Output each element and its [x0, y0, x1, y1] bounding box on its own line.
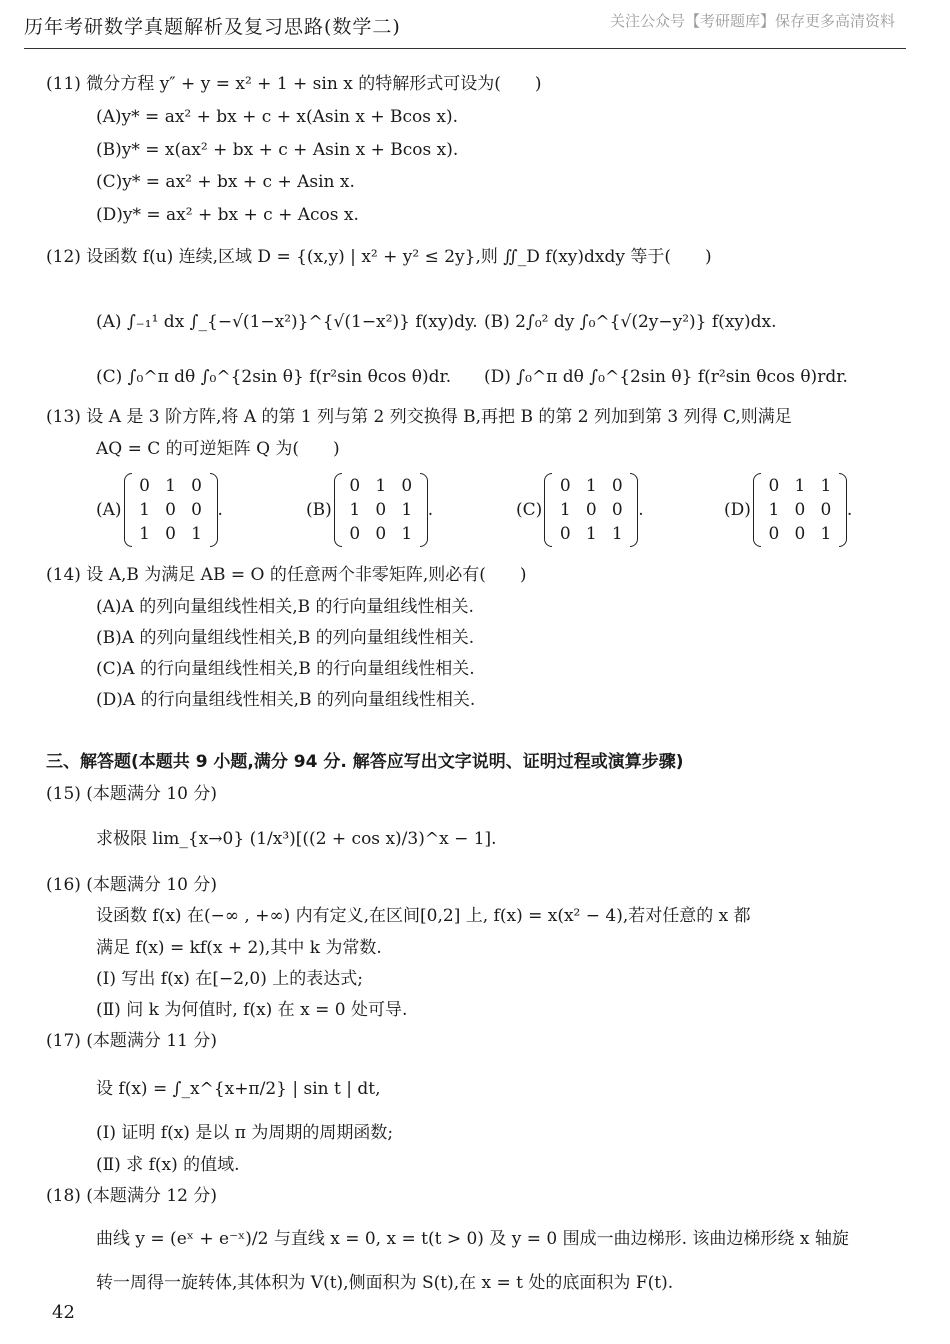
matrix-cell: 0	[611, 500, 623, 520]
q17-head: (17) (本题满分 11 分)	[46, 1031, 218, 1051]
matrix-cell: 1	[585, 524, 597, 544]
q18-line2: 转一周得一旋转体,其体积为 V(t),侧面积为 S(t),在 x = t 处的底面积为 F(t).	[96, 1273, 674, 1293]
matrix-right-bracket	[839, 473, 847, 547]
matrix-cell: 0	[349, 476, 361, 496]
section-heading: 三、解答题(本题共 9 小题,满分 94 分. 解答应写出文字说明、证明过程或演算步骤)	[46, 752, 684, 772]
matrix-cell: 0	[585, 500, 597, 520]
header-title: 历年考研数学真题解析及复习思路(数学二)	[24, 16, 401, 38]
matrix-right-bracket	[210, 473, 218, 547]
q17-line3: (Ⅱ) 求 f(x) 的值域.	[96, 1155, 240, 1175]
q13-stem-line1: (13) 设 A 是 3 阶方阵,将 A 的第 1 列与第 2 列交换得 B,再把 B 的第 2 列加到第 3 列得 C,则满足	[46, 407, 792, 427]
header-note: 关注公众号【考研题库】保存更多高清资料	[610, 12, 896, 30]
matrix-cell: 1	[611, 524, 623, 544]
matrix-cell: 1	[165, 476, 176, 496]
matrix-cell: 0	[165, 500, 176, 520]
q14-stem: (14) 设 A,B 为满足 AB = O 的任意两个非零矩阵,则必有( )	[46, 565, 527, 585]
matrix-left-bracket	[124, 473, 132, 547]
q13-option-label: (B)	[306, 500, 332, 520]
matrix-cell: 0	[375, 524, 387, 544]
q12-option-b: (B) 2∫₀² dy ∫₀^{√(2y−y²)} f(xy)dx.	[484, 312, 777, 332]
q14-option-c: (C)A 的行向量组线性相关,B 的行向量组线性相关.	[96, 659, 475, 679]
q13-option-label: (D)	[724, 500, 751, 520]
matrix-cell: 0	[820, 500, 832, 520]
matrix-cell: 1	[139, 524, 150, 544]
matrix-cell: 0	[191, 476, 202, 496]
q16-line3: (Ⅰ) 写出 f(x) 在[−2,0) 上的表达式;	[96, 969, 364, 989]
q13-option-c: (C) 0 1 0 1 0 0 0 1 1 .	[516, 473, 644, 547]
q17-line2: (Ⅰ) 证明 f(x) 是以 π 为周期的周期函数;	[96, 1123, 394, 1143]
q11-option-a: (A)y* = ax² + bx + c + x(Asin x + Bcos x).	[96, 107, 459, 127]
matrix-cell: 0	[794, 524, 806, 544]
q12-option-a: (A) ∫₋₁¹ dx ∫_{−√(1−x²)}^{√(1−x²)} f(xy)dy.	[96, 312, 478, 332]
q11-option-c: (C)y* = ax² + bx + c + Asin x.	[96, 172, 355, 192]
matrix-cell: 0	[349, 524, 361, 544]
matrix-cell: 0	[139, 476, 150, 496]
matrix-cell: 0	[559, 476, 571, 496]
matrix-cell: 1	[794, 476, 806, 496]
matrix-cell: 1	[820, 524, 832, 544]
q15-body: 求极限 lim_{x→0} (1/x³)[((2 + cos x)/3)^x − 1].	[96, 829, 497, 849]
matrix-cell: 0	[794, 500, 806, 520]
q13-option-b: (B) 0 1 0 1 0 1 0 0 1 .	[306, 473, 433, 547]
q15-head: (15) (本题满分 10 分)	[46, 784, 218, 804]
matrix-cell: 0	[559, 524, 571, 544]
matrix-left-bracket	[753, 473, 761, 547]
q16-line4: (Ⅱ) 问 k 为何值时, f(x) 在 x = 0 处可导.	[96, 1000, 408, 1020]
q12-stem: (12) 设函数 f(u) 连续,区域 D = {(x,y) | x² + y² ≤ 2y},则 ∬_D f(xy)dxdy 等于( )	[46, 247, 712, 267]
q13-stem-line2: AQ = C 的可逆矩阵 Q 为( )	[96, 439, 340, 459]
matrix-cell: 1	[349, 500, 361, 520]
q12-option-d: (D) ∫₀^π dθ ∫₀^{2sin θ} f(r²sin θcos θ)rdr.	[484, 367, 848, 387]
matrix-right-bracket	[630, 473, 638, 547]
matrix-left-bracket	[334, 473, 342, 547]
q17-line1: 设 f(x) = ∫_x^{x+π/2} | sin t | dt,	[96, 1079, 381, 1099]
q14-option-d: (D)A 的行向量组线性相关,B 的列向量组线性相关.	[96, 690, 476, 710]
matrix-cell: 0	[401, 476, 413, 496]
q14-option-a: (A)A 的列向量组线性相关,B 的行向量组线性相关.	[96, 597, 474, 617]
matrix-cell: 1	[139, 500, 150, 520]
matrix-cell: 1	[585, 476, 597, 496]
matrix-cell: 1	[191, 524, 202, 544]
matrix-cell: 0	[611, 476, 623, 496]
q13-option-label: (C)	[516, 500, 543, 520]
matrix-left-bracket	[544, 473, 552, 547]
q11-stem: (11) 微分方程 y″ + y = x² + 1 + sin x 的特解形式可设为( )	[46, 74, 542, 94]
q13-option-label: (A)	[96, 500, 122, 520]
matrix-cell: 1	[820, 476, 832, 496]
page-number: 42	[52, 1302, 75, 1323]
matrix-cell: 1	[375, 476, 387, 496]
matrix-cell: 1	[559, 500, 571, 520]
matrix-cell: 0	[191, 500, 202, 520]
matrix-cell: 1	[401, 500, 413, 520]
matrix-cell: 0	[375, 500, 387, 520]
q16-head: (16) (本题满分 10 分)	[46, 875, 218, 895]
q11-option-b: (B)y* = x(ax² + bx + c + Asin x + Bcos x).	[96, 140, 459, 160]
q13-option-d: (D) 0 1 1 1 0 0 0 0 1 .	[724, 473, 852, 547]
matrix-cell: 0	[768, 476, 780, 496]
q11-option-d: (D)y* = ax² + bx + c + Acos x.	[96, 205, 359, 225]
q12-option-c: (C) ∫₀^π dθ ∫₀^{2sin θ} f(r²sin θcos θ)dr.	[96, 367, 452, 387]
q13-option-a: (A) 0 1 0 1 0 0 1 0 1 .	[96, 473, 223, 547]
matrix-cell: 1	[401, 524, 413, 544]
header-rule	[24, 48, 906, 49]
q16-line2: 满足 f(x) = kf(x + 2),其中 k 为常数.	[96, 938, 382, 958]
matrix-cell: 0	[165, 524, 176, 544]
q18-line1: 曲线 y = (eˣ + e⁻ˣ)/2 与直线 x = 0, x = t(t > 0) 及 y = 0 围成一曲边梯形. 该曲边梯形绕 x 轴旋	[96, 1229, 849, 1249]
q14-option-b: (B)A 的列向量组线性相关,B 的列向量组线性相关.	[96, 628, 475, 648]
q18-head: (18) (本题满分 12 分)	[46, 1186, 218, 1206]
matrix-cell: 1	[768, 500, 780, 520]
matrix-cell: 0	[768, 524, 780, 544]
q16-line1: 设函数 f(x) 在(−∞ , +∞) 内有定义,在区间[0,2] 上, f(x) = x(x² − 4),若对任意的 x 都	[96, 906, 751, 926]
matrix-right-bracket	[420, 473, 428, 547]
